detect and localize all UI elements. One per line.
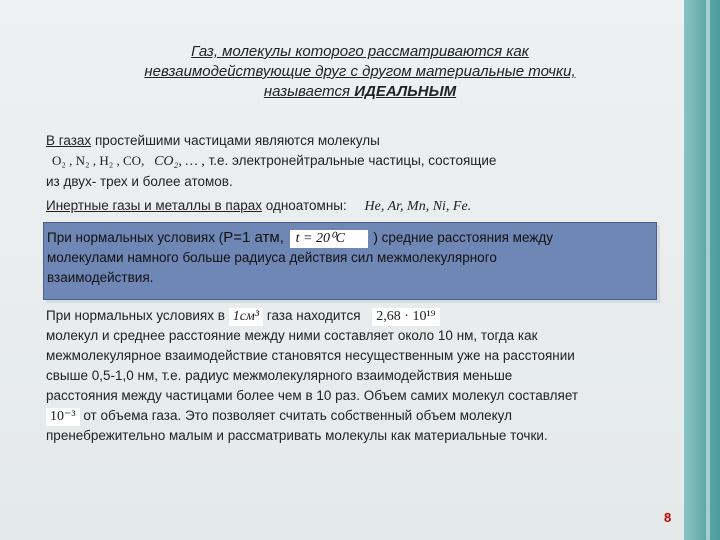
p1-text-2: т.е. электронейтральные частицы, состоящие [204, 153, 497, 168]
p1-line-1 [46, 131, 646, 151]
side-band-stripe [706, 0, 710, 540]
p3-text-b: газа находится [266, 308, 361, 323]
p1-line-2 [46, 151, 646, 172]
cm3-formula: 1см³ [229, 308, 263, 326]
molecule-count-formula: 2,68 · 10¹⁹ [372, 308, 439, 326]
elements-formula: He, Ar, Mn, Ni, Fe. [364, 199, 472, 214]
p3-line-5: расстояния между частицами более чем в 10 раз. Объем самих молекул составляет [46, 388, 579, 403]
slide-title [80, 42, 640, 102]
temperature-formula: t = 20⁰C [290, 230, 368, 248]
molecules-formula: O₂ , N₂ , H₂ , CO, [52, 153, 145, 168]
title-line-3-prefix: называется [263, 83, 355, 100]
title-line-3 [80, 82, 640, 102]
box-text-2: ) средние расстояния между [369, 230, 553, 245]
box-line-3: взаимодействия. [47, 270, 154, 285]
inert-gases-link[interactable]: Инертные газы и металлы в парах [46, 198, 262, 213]
paragraph-normal-conditions [46, 306, 666, 446]
pressure-value: P=1 атм, [223, 229, 284, 246]
highlight-box-text [47, 228, 657, 288]
p3-line-3: межмолекулярное взаимодействие становятся несущественным уже на расстоянии [46, 348, 575, 363]
p3-line-4: свыше 0,5-1,0 нм, т.е. радиус межмолекулярного взаимодействия меньше [46, 368, 513, 383]
p3-line-6 [46, 406, 666, 426]
p1-text-3: из двух- трех и более атомов. [46, 174, 233, 189]
p1-line-3 [46, 172, 646, 192]
gases-link[interactable]: В газах [46, 133, 92, 148]
p3-text-6: от объема газа. Это позволяет считать собственный объем молекул [79, 408, 512, 423]
box-text-1: При нормальных условиях ( [47, 230, 224, 245]
p3-line-7: пренебрежительно малым и рассматривать молекулы как материальные точки. [46, 428, 548, 443]
p3-line-2: молекул и среднее расстояние между ними составляет около 10 нм, тогда как [46, 328, 538, 343]
title-line-1: Газ, молекулы которого рассматриваются как [191, 43, 529, 60]
page-number: 8 [664, 510, 672, 525]
title-line-2: невзаимодействующие друг с другом материальные точки, [144, 63, 576, 80]
volume-ratio-formula: 10⁻³ [46, 408, 80, 426]
paragraph-inert-gases [46, 196, 646, 217]
p3-line-1 [46, 306, 666, 326]
p1-text: простейшими частицами являются молекулы [91, 133, 380, 148]
decorative-side-band [684, 0, 720, 540]
paragraph-gases [46, 131, 646, 192]
box-line-1 [47, 228, 657, 248]
p3-text-a: При нормальных условиях в [46, 308, 225, 323]
title-highlight: ИДЕАЛЬНЫМ [354, 83, 457, 100]
p2-text: одноатомны: [262, 198, 347, 213]
co2-formula: CO₂, … , [154, 154, 205, 169]
box-line-2: молекулами намного больше радиуса действия сил межмолекулярного [47, 250, 497, 265]
